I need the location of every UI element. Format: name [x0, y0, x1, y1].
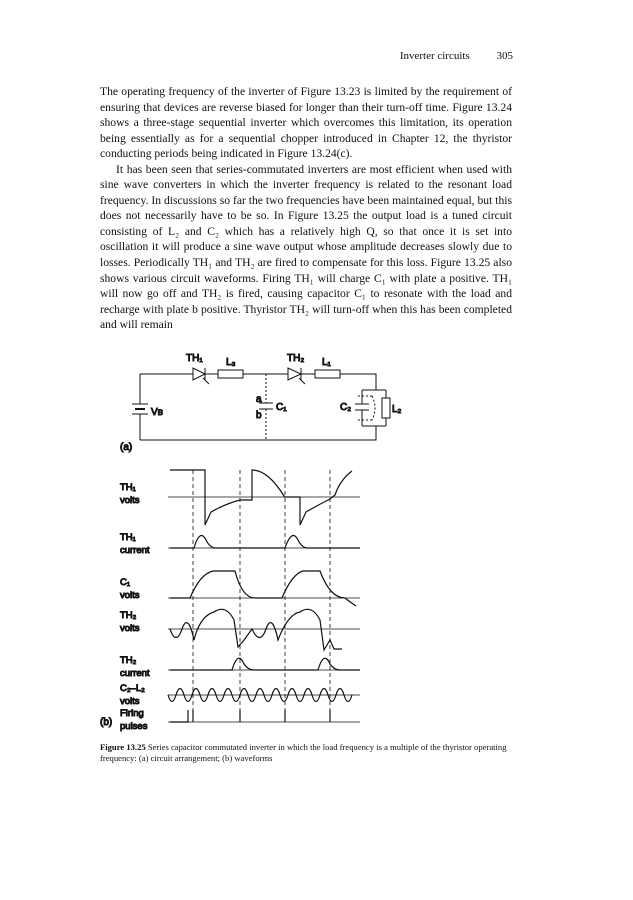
th2-current-label-2: current: [120, 668, 150, 679]
l2-label: L₂: [392, 404, 402, 415]
c1-volts-label-1: C₁: [120, 577, 131, 588]
th2-current-trace: [170, 658, 360, 670]
caption-text: Series capacitor commutated inverter in which the load frequency is a multiple of the thyristor operating frequency: (a) circuit arrangement; (b) waveforms: [100, 742, 507, 763]
caption-label: Figure 13.25: [100, 742, 146, 752]
th1-current-label-1: TH₁: [120, 532, 136, 543]
c2l2-volts-label-2: volts: [120, 696, 140, 707]
l1-inductor: [315, 370, 340, 378]
l3-inductor: [218, 370, 243, 378]
c1-volts-label-2: volts: [120, 590, 140, 601]
l3-label: L₃: [226, 357, 236, 368]
paragraph-1: The operating frequency of the inverter of Figure 13.23 is limited by the requirement of ensuring that devices are reverse biased for longer than their turn-off time. Figure 13.24 shows a three-stage sequential inverter which overcomes this limitation, its operation being essentially as for a sequential chopper introduced in Chapter 12, the thyristor conducting periods being indicated in Figure 13.24(c).: [100, 85, 512, 161]
th2-current-label-1: TH₂: [120, 655, 137, 666]
c1-volts-trace: [170, 571, 356, 606]
th1-current-trace: [170, 536, 360, 549]
top-wire: [140, 374, 376, 390]
th1-label: TH₁: [186, 353, 203, 364]
c2-label: C₂: [340, 402, 352, 413]
plate-a-label: a: [256, 394, 262, 405]
c2l2-volts-label-1: C₂–L₂: [120, 683, 145, 694]
l2-inductor: [382, 398, 390, 418]
th2-label: TH₂: [287, 353, 305, 364]
part-b-label: (b): [100, 717, 113, 728]
waveform-traces: [168, 470, 360, 722]
plate-b-label: b: [256, 410, 262, 421]
th2-volts-label-1: TH₂: [120, 610, 137, 621]
bottom-wire: [140, 426, 376, 440]
firing-pulses-label-1: Firing: [120, 708, 144, 719]
paragraph-2: It has been seen that series-commutated inverters are most efficient when used with sine wave converters in which the inverter frequency is related to the resonant load frequency. In discussions so far the two frequencies have been maintained equal, but this does not necessarily have to be so. In Figure 13.25 the output load is a tuned circuit consisting of L₂ and C₂ which has a relatively high Q, so that once it is set into oscillation it will produce a sine wave output whose amplitude decreases slowly due to losses. Periodically TH₁ and TH₂ are fired to compensate for this loss. Figure 13.25 also shows various circuit waveforms. Firing TH₁ will charge C₁ with plate a positive. TH₁ will now go off and TH₂ is fired, causing capacitor C₁ to resonate with the load and recharge with plate b positive. Thyristor TH₂ will turn-off when this has been completed and will remain: [100, 162, 512, 332]
th1-volts-label-1: TH₁: [120, 482, 136, 493]
figure-caption: [100, 742, 520, 764]
header-title: Inverter circuits: [399, 50, 470, 62]
load-dashed-outline: [358, 396, 375, 420]
page-number: 305: [496, 50, 513, 62]
vb-label: Vʙ: [151, 407, 163, 418]
th1-volts-trace: [170, 470, 352, 525]
th2-volts-label-2: volts: [120, 623, 140, 634]
th1-volts-label-2: volts: [120, 495, 140, 506]
waveform-grid: [193, 470, 330, 722]
th1-current-label-2: current: [120, 545, 150, 556]
th2-gate: [299, 378, 305, 384]
th1-gate: [203, 378, 209, 384]
th2-volts-trace: [170, 609, 342, 650]
firing-pulses-trace: [170, 710, 330, 722]
c1-label: C₁: [276, 402, 287, 413]
firing-pulses-label-2: pulses: [120, 721, 148, 732]
part-a-label: (a): [120, 442, 133, 453]
l1-label: L₁: [322, 357, 331, 368]
